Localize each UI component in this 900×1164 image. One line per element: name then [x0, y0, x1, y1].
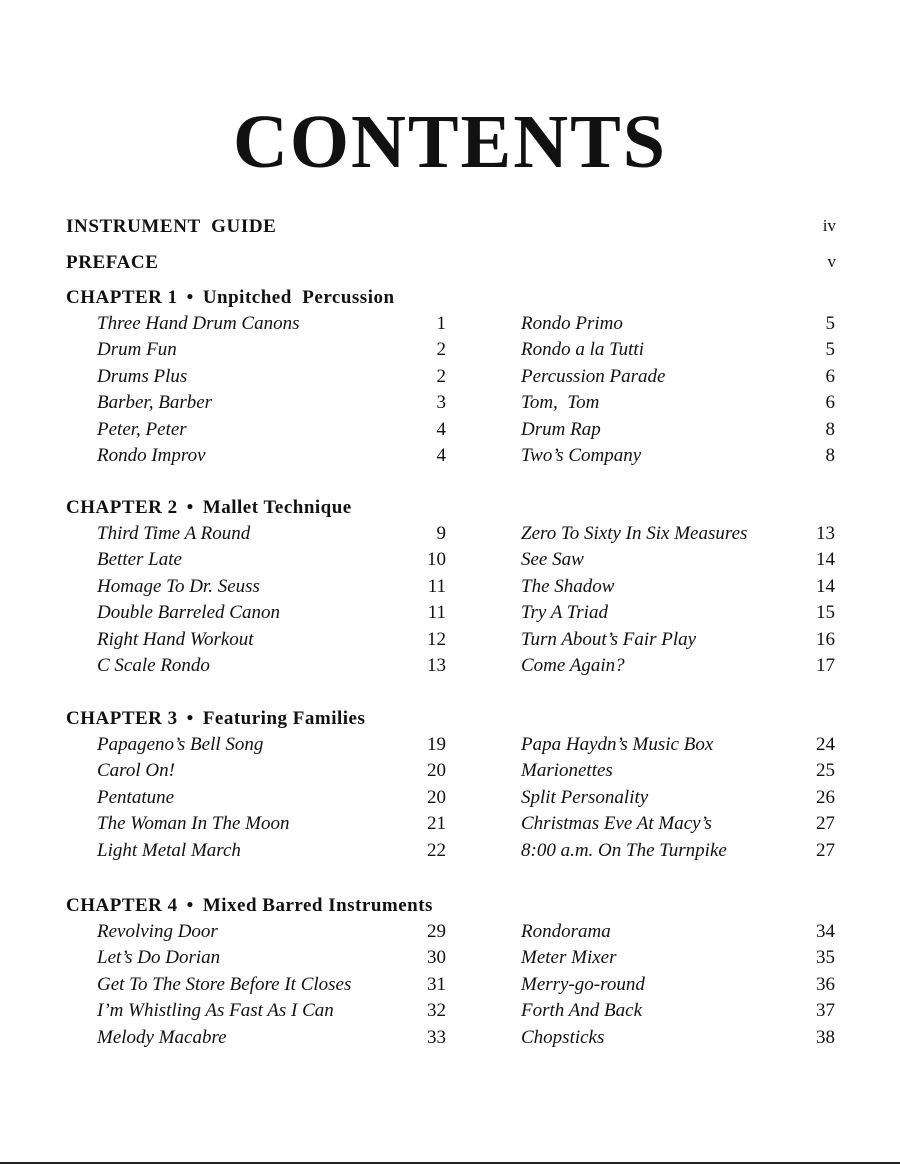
chapter-heading	[66, 895, 433, 917]
chapter-column-right	[521, 523, 835, 681]
song-title: Right Hand Workout	[97, 628, 254, 650]
page-number: 32	[427, 1000, 446, 1022]
chapter-number: CHAPTER 4	[66, 895, 178, 916]
toc-entry	[521, 1027, 835, 1053]
toc-entry	[521, 840, 835, 866]
page-number: 33	[427, 1026, 446, 1048]
song-title: Tom, Tom	[521, 392, 600, 414]
toc-entry	[97, 576, 446, 602]
toc-entry	[97, 445, 446, 471]
song-title: Rondo Improv	[97, 444, 206, 466]
chapter-column-left	[97, 523, 446, 681]
page-number: 13	[427, 654, 446, 676]
toc-entry	[97, 760, 446, 786]
front-matter-label: INSTRUMENT GUIDE	[66, 216, 277, 237]
toc-entry	[521, 549, 835, 575]
song-title: Let’s Do Dorian	[97, 947, 221, 969]
toc-entry	[521, 313, 835, 339]
toc-entry	[97, 392, 446, 418]
page-number: 10	[427, 549, 446, 571]
song-title: Meter Mixer	[521, 947, 617, 969]
page-number: 14	[816, 549, 835, 571]
song-title: Percussion Parade	[521, 365, 666, 387]
chapter-column-left	[97, 313, 446, 471]
song-title: Chopsticks	[521, 1026, 605, 1048]
song-title: Merry-go-round	[521, 973, 645, 995]
toc-entry	[521, 629, 835, 655]
song-title: Christmas Eve At Macy’s	[521, 813, 712, 835]
page-number: 3	[436, 392, 446, 414]
toc-entry	[521, 523, 835, 549]
chapter-column-right	[521, 734, 835, 866]
page-number: 30	[427, 947, 446, 969]
song-title: Barber, Barber	[97, 392, 213, 414]
page-number: 20	[427, 760, 446, 782]
toc-entry	[521, 419, 835, 445]
page-number: 5	[825, 313, 835, 334]
toc-entry	[97, 840, 446, 866]
song-title: The Woman In The Moon	[97, 813, 290, 835]
chapter-heading	[66, 287, 395, 309]
toc-entry	[97, 366, 446, 392]
page-number: 29	[427, 921, 446, 942]
song-title: Drums Plus	[97, 365, 188, 387]
song-title: Melody Macabre	[97, 1026, 227, 1048]
page-number: 1	[436, 313, 446, 334]
page-number: 6	[825, 392, 835, 414]
page-number: 11	[427, 575, 446, 597]
song-title: 8:00 a.m. On The Turnpike	[521, 839, 727, 861]
toc-entry	[97, 974, 446, 1000]
page-number: 26	[816, 786, 835, 808]
bullet-separator: •	[186, 287, 194, 308]
toc-entry	[521, 947, 835, 973]
front-matter-page: iv	[822, 216, 836, 235]
song-title: Come Again?	[521, 654, 625, 676]
chapter-title: Unpitched Percussion	[202, 287, 395, 308]
song-title: Papageno’s Bell Song	[97, 734, 264, 755]
toc-entry	[97, 549, 446, 575]
page-number: 27	[816, 813, 835, 835]
song-title: Rondo a la Tutti	[521, 339, 644, 361]
chapter-column-right	[521, 313, 835, 471]
toc-entry	[521, 760, 835, 786]
page-number: 35	[816, 947, 835, 969]
page-number: 38	[816, 1026, 835, 1048]
page-number: 8	[825, 444, 835, 466]
chapter-heading	[66, 497, 352, 519]
chapter-title: Featuring Families	[202, 708, 366, 729]
song-title: Split Personality	[521, 786, 649, 808]
toc-entry	[97, 629, 446, 655]
chapter-column-left	[97, 921, 446, 1053]
toc-entry	[97, 655, 446, 681]
song-title: Forth And Back	[521, 1000, 643, 1022]
song-title: Drum Rap	[521, 418, 601, 440]
toc-entry	[521, 366, 835, 392]
page-number: 20	[427, 786, 446, 808]
page-number: 5	[825, 339, 835, 361]
front-matter-page: v	[827, 252, 836, 271]
page-number: 21	[427, 813, 446, 835]
page-number: 13	[816, 523, 835, 544]
page-number: 37	[816, 1000, 835, 1022]
chapter-column-right	[521, 921, 835, 1053]
page-number: 2	[436, 365, 446, 387]
song-title: The Shadow	[521, 575, 615, 597]
toc-entry	[521, 974, 835, 1000]
bullet-separator: •	[186, 497, 194, 518]
song-title: Light Metal March	[97, 839, 241, 861]
page-number: 4	[436, 418, 446, 440]
bullet-separator: •	[186, 895, 194, 916]
toc-entry	[521, 655, 835, 681]
song-title: Get To The Store Before It Closes	[97, 973, 352, 995]
page-number: 25	[816, 760, 835, 782]
toc-entry	[97, 921, 446, 947]
page-number: 17	[816, 654, 835, 676]
song-title: Rondorama	[521, 921, 611, 942]
toc-entry	[97, 602, 446, 628]
toc-entry	[521, 734, 835, 760]
page-number: 4	[436, 444, 446, 466]
chapter-number: CHAPTER 1	[66, 287, 178, 308]
page-number: 31	[427, 973, 446, 995]
toc-entry	[521, 576, 835, 602]
toc-entry	[97, 1027, 446, 1053]
page-number: 9	[436, 523, 446, 544]
page-number: 36	[816, 973, 835, 995]
chapter-heading	[66, 708, 365, 730]
page-title: CONTENTS	[232, 100, 668, 184]
song-title: I’m Whistling As Fast As I Can	[97, 1000, 334, 1022]
bullet-separator: •	[186, 708, 194, 729]
toc-entry	[521, 392, 835, 418]
toc-entry	[97, 339, 446, 365]
chapter-title: Mallet Technique	[202, 497, 352, 518]
page-number: 6	[825, 365, 835, 387]
song-title: Third Time A Round	[97, 523, 251, 544]
toc-entry	[97, 787, 446, 813]
toc-entry	[97, 313, 446, 339]
song-title: Turn About’s Fair Play	[521, 628, 697, 650]
song-title: Papa Haydn’s Music Box	[521, 734, 714, 755]
toc-entry	[97, 947, 446, 973]
page-number: 19	[427, 734, 446, 755]
toc-entry	[521, 339, 835, 365]
toc-entry	[97, 813, 446, 839]
song-title: Three Hand Drum Canons	[97, 313, 300, 334]
chapter-title: Mixed Barred Instruments	[202, 895, 433, 916]
page-number: 14	[816, 575, 835, 597]
song-title: C Scale Rondo	[97, 654, 210, 676]
toc-entry	[97, 419, 446, 445]
toc-entry	[97, 734, 446, 760]
toc-entry	[521, 445, 835, 471]
page-number: 16	[816, 628, 835, 650]
front-matter-instrument-guide	[66, 216, 836, 238]
song-title: Better Late	[97, 549, 182, 571]
page-number: 22	[427, 839, 446, 861]
song-title: Revolving Door	[97, 921, 218, 942]
song-title: Peter, Peter	[97, 418, 187, 440]
toc-entry	[521, 602, 835, 628]
song-title: Carol On!	[97, 760, 175, 782]
page-number: 8	[825, 418, 835, 440]
song-title: Double Barreled Canon	[97, 602, 280, 624]
page-number: 2	[436, 339, 446, 361]
song-title: Rondo Primo	[521, 313, 623, 334]
page-number: 34	[816, 921, 835, 942]
page-number: 15	[816, 602, 835, 624]
page-number: 27	[816, 839, 835, 861]
song-title: Pentatune	[97, 786, 175, 808]
song-title: Try A Triad	[521, 602, 608, 624]
song-title: Drum Fun	[97, 339, 177, 361]
song-title: Homage To Dr. Seuss	[97, 575, 260, 597]
page-number: 11	[427, 602, 446, 624]
toc-entry	[521, 921, 835, 947]
song-title: Marionettes	[521, 760, 613, 782]
front-matter-label: PREFACE	[66, 252, 159, 273]
toc-entry	[521, 787, 835, 813]
song-title: Zero To Sixty In Six Measures	[521, 523, 748, 544]
front-matter-preface	[66, 252, 836, 274]
chapter-column-left	[97, 734, 446, 866]
chapter-number: CHAPTER 2	[66, 497, 178, 518]
toc-entry	[521, 813, 835, 839]
page-number: 24	[816, 734, 835, 755]
song-title: Two’s Company	[521, 444, 642, 466]
chapter-number: CHAPTER 3	[66, 708, 178, 729]
toc-entry	[97, 1000, 446, 1026]
page-number: 12	[427, 628, 446, 650]
song-title: See Saw	[521, 549, 584, 571]
toc-entry	[521, 1000, 835, 1026]
toc-entry	[97, 523, 446, 549]
